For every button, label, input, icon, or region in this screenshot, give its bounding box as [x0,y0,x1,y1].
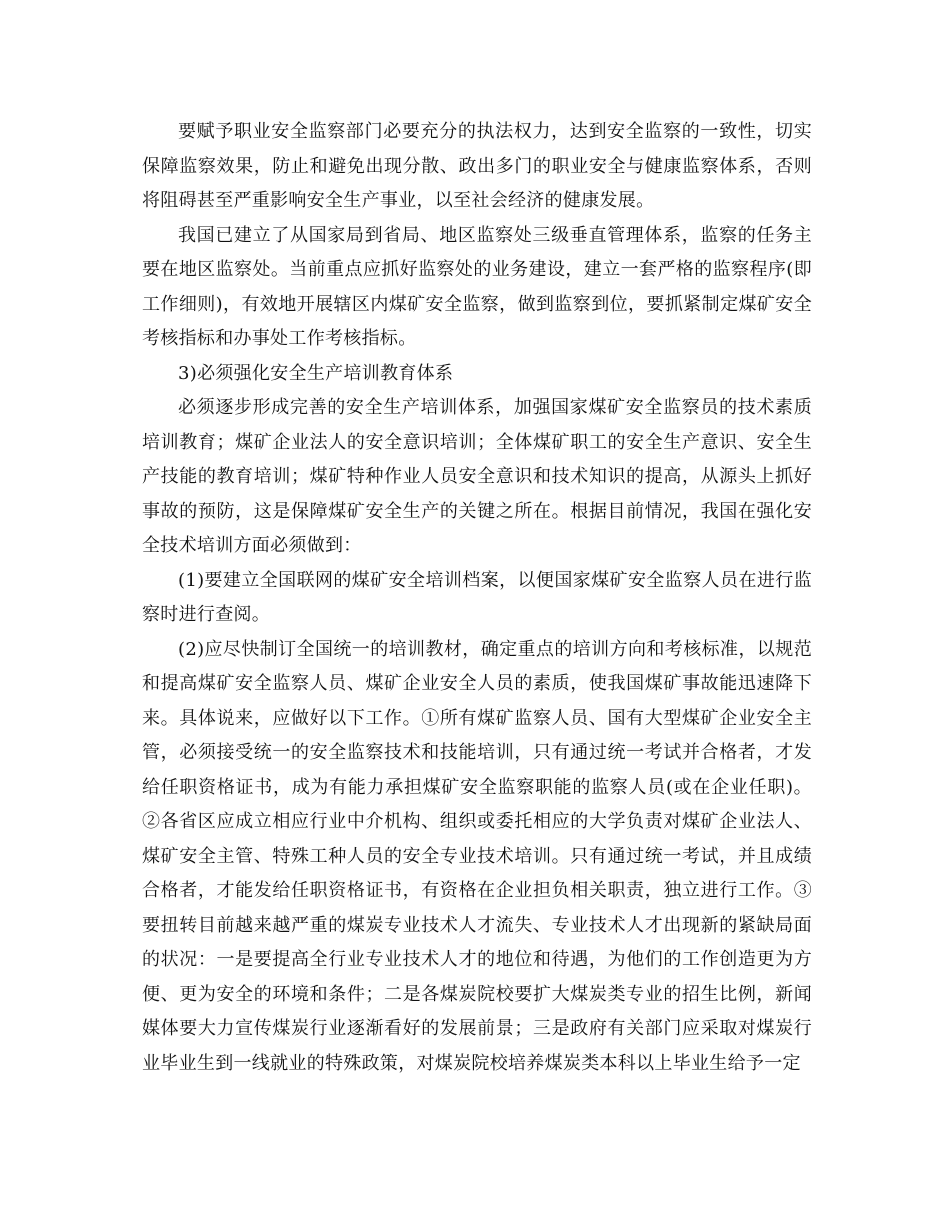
paragraph-training-materials: (2)应尽快制订全国统一的培训教材，确定重点的培训方向和考核标准，以规范和提高煤矿安全监察人员、煤矿企业安全人员的素质，使我国煤矿事故能迅速降下来。具体说来，应做好以下工作。①所有煤矿监察人员、国有大型煤矿企业安全主管，必须接受统一的安全监察技术和技能培训，只有通过统一考试并合格者，才发给任职资格证书，成为有能力承担煤矿安全监察职能的监察人员(或在企业任职)。②各省区应成立相应行业中介机构、组织或委托相应的大学负责对煤矿企业法人、煤矿安全主管、特殊工种人员的安全专业技术培训。只有通过统一考试，并且成绩合格者，才能发给任职资格证书，有资格在企业担负相关职责，独立进行工作。③要扭转目前越来越严重的煤炭专业技术人才流失、专业技术人才出现新的紧缺局面的状况：一是要提高全行业专业技术人才的地位和待遇，为他们的工作创造更为方便、更为安全的环境和条件；二是各煤炭院校要扩大煤炭类专业的招生比例，新闻媒体要大力宣传煤炭行业逐渐看好的发展前景；三是政府有关部门应采取对煤炭行业毕业生到一线就业的特殊政策，对煤炭院校培养煤炭类本科以上毕业生给予一定 [142,638,812,1074]
paragraph-supervision-system: 我国已建立了从国家局到省局、地区监察处三级垂直管理体系，监察的任务主要在地区监察处。当前重点应抓好监察处的业务建设，建立一套严格的监察程序(即工作细则)，有效地开展辖区内煤矿安全监察，做到监察到位，要抓紧制定煤矿安全考核指标和办事处工作考核指标。 [142,224,812,349]
document-body [142,115,812,1081]
paragraph-enforcement-power: 要赋予职业安全监察部门必要充分的执法权力，达到安全监察的一致性，切实保障监察效果，防止和避免出现分散、政出多门的职业安全与健康监察体系，否则将阻碍甚至严重影响安全生产事业，以至社会经济的健康发展。 [142,121,812,211]
paragraph-training-system: 必须逐步形成完善的安全生产培训体系，加强国家煤矿安全监察员的技术素质培训教育；煤矿企业法人的安全意识培训；全体煤矿职工的安全生产意识、安全生产技能的教育培训；煤矿特种作业人员安全意识和技术知识的提高，从源头上抓好事故的预防，这是保障煤矿安全生产的关键之所在。根据目前情况，我国在强化安全技术培训方面必须做到： [142,397,812,556]
section-heading-training: 3)必须强化安全生产培训教育体系 [178,362,454,384]
paragraph-training-archive: (1)要建立全国联网的煤矿安全培训档案，以便国家煤矿安全监察人员在进行监察时进行查阅。 [142,569,812,625]
